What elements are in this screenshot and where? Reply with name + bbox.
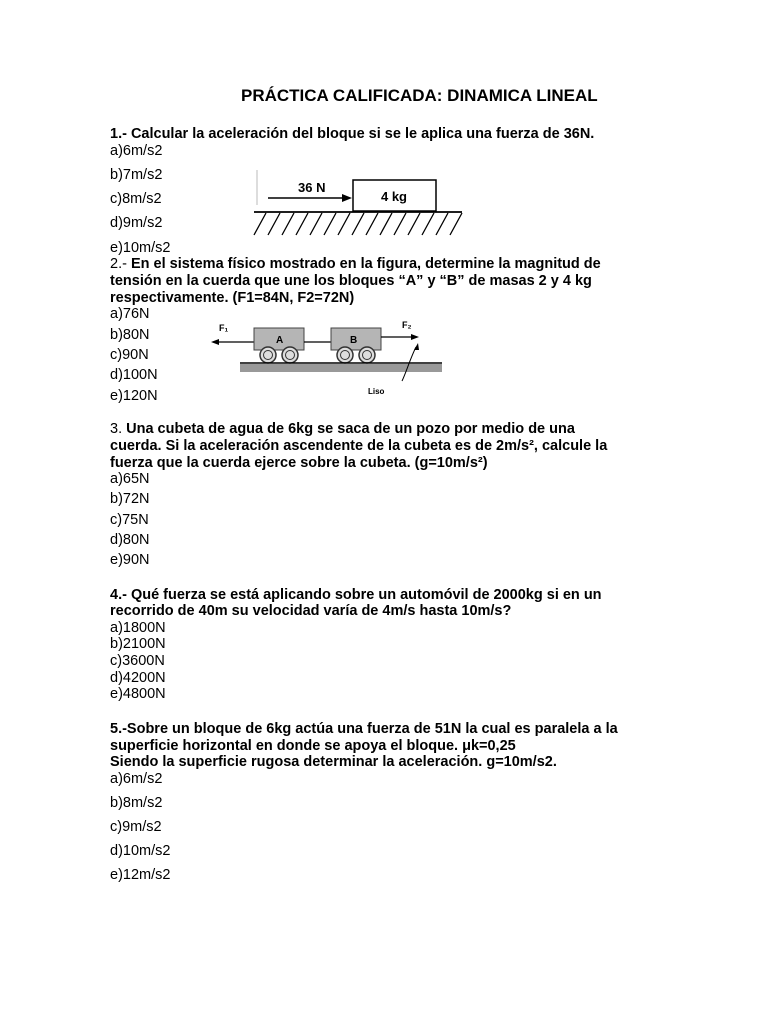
q1-option-e: e)10m/s2: [110, 240, 171, 256]
q4-option-d: d)4200N: [110, 670, 166, 686]
q3-option-e: e)90N: [110, 552, 150, 568]
q5-option-c: c)9m/s2: [110, 819, 162, 835]
q2-number: 2.-: [110, 256, 127, 272]
q3-line3: fuerza que la cuerda ejerce sobre la cubeta. (g=10m/s²): [110, 455, 488, 471]
q4-option-c: c)3600N: [110, 653, 165, 669]
q2-ground-fill: [240, 364, 442, 372]
q1-force-label: 36 N: [298, 180, 326, 195]
q4-line1: 4.- Qué fuerza se está aplicando sobre un automóvil de 2000kg si en un: [110, 587, 602, 603]
q2-line1: [110, 256, 601, 273]
q1-option-a: a)6m/s2: [110, 143, 163, 159]
q2-cart-b-label: B: [350, 335, 358, 346]
q2-line2: tensión en la cuerda que une los bloques “A” y “B” de masas 2 y 4 kg: [110, 273, 592, 289]
q3-option-d: d)80N: [110, 532, 150, 548]
q5-line1: 5.-Sobre un bloque de 6kg actúa una fuerza de 51N la cual es paralela a la: [110, 721, 618, 737]
q2-wheel: [337, 347, 353, 363]
q1-block-label: 4 kg: [380, 189, 408, 204]
q2-surface-label: Liso: [368, 387, 385, 396]
q1-option-c: c)8m/s2: [110, 191, 162, 207]
q2-carts-figure: [210, 315, 445, 397]
q3-number: 3.: [110, 421, 123, 437]
q5-option-d: d)10m/s2: [110, 843, 171, 859]
q5-option-a: a)6m/s2: [110, 771, 163, 787]
q4-option-a: a)1800N: [110, 620, 166, 636]
q4-line2: recorrido de 40m su velocidad varía de 4m/s hasta 10m/s?: [110, 603, 512, 619]
page-title: PRÁCTICA CALIFICADA: DINAMICA LINEAL: [241, 86, 598, 105]
q2-f2-label: F₂: [402, 320, 412, 330]
q2-wheel: [260, 347, 276, 363]
q2-option-a: a)76N: [110, 306, 150, 322]
q3-option-a: a)65N: [110, 471, 150, 487]
q2-cart-a-label: A: [276, 335, 284, 346]
q2-f1-label: F₁: [219, 323, 229, 333]
q5-line3: Siendo la superficie rugosa determinar la aceleración. g=10m/s2.: [110, 754, 557, 770]
q2-line1-text: En el sistema físico mostrado en la figura, determine la magnitud de: [130, 256, 601, 272]
q5-option-e: e)12m/s2: [110, 867, 171, 883]
q3-option-b: b)72N: [110, 491, 150, 507]
q3-line2: cuerda. Si la aceleración ascendente de la cubeta es de 2m/s², calcule la: [110, 438, 608, 454]
q2-option-e: e)120N: [110, 388, 158, 404]
q5-line2: superficie horizontal en donde se apoya el bloque. μk=0,25: [110, 738, 516, 754]
q2-pointer-arrowhead: [414, 343, 419, 350]
q2-option-c: c)90N: [110, 347, 149, 363]
q1-option-d: d)9m/s2: [110, 215, 163, 231]
q2-option-d: d)100N: [110, 367, 158, 383]
q1-force-arrowhead: [342, 194, 352, 202]
q2-option-b: b)80N: [110, 327, 150, 343]
q5-option-b: b)8m/s2: [110, 795, 163, 811]
q3-line1: [110, 421, 575, 438]
q3-line1-text: Una cubeta de agua de 6kg se saca de un pozo por medio de una: [126, 421, 575, 437]
q2-wheel: [282, 347, 298, 363]
q2-line3: respectivamente. (F1=84N, F2=72N): [110, 290, 355, 306]
q1-option-b: b)7m/s2: [110, 167, 163, 183]
q4-option-e: e)4800N: [110, 686, 166, 702]
q1-text: 1.- Calcular la aceleración del bloque si se le aplica una fuerza de 36N.: [110, 126, 595, 142]
q2-f1-arrowhead: [211, 339, 219, 345]
q2-f2-arrowhead: [411, 334, 419, 340]
q3-option-c: c)75N: [110, 512, 149, 528]
q1-ground-hatching: [254, 213, 462, 235]
q4-option-b: b)2100N: [110, 636, 166, 652]
q1-block-figure: [240, 165, 470, 240]
q2-wheel: [359, 347, 375, 363]
